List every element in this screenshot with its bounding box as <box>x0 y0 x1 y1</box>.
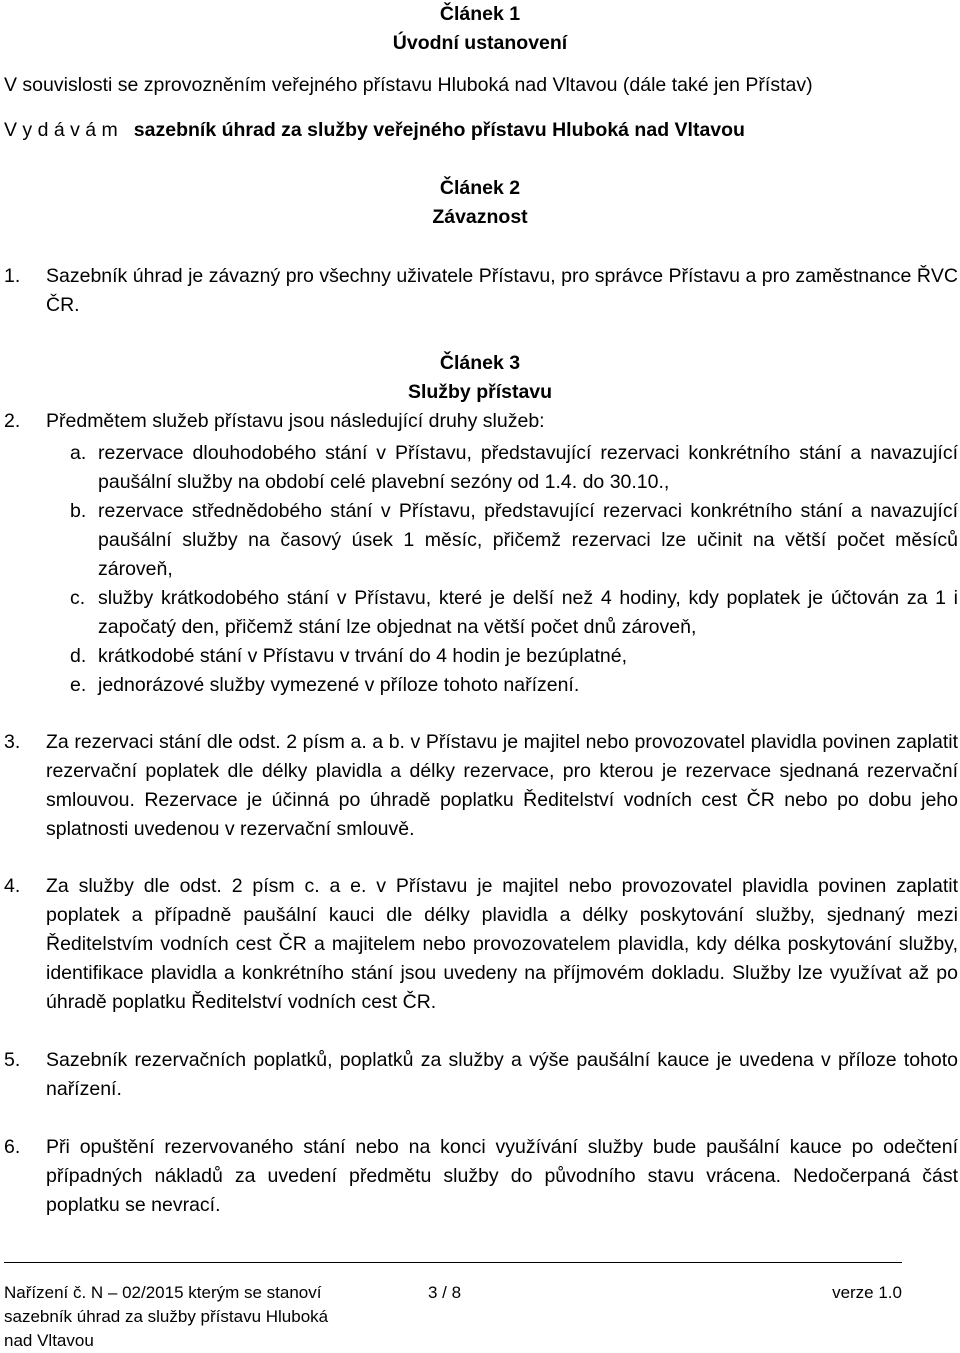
paragraph-number: 4. <box>4 875 21 897</box>
paragraph-text: Za služby dle odst. 2 písm c. a e. v Přístavu je majitel nebo provozovatel plavidla povinen zaplatit poplatek a případně paušální kauci dle délky plavidla a délky poskytování služby, sjednaný mezi Ředitelstvím vodních cest ČR a majitelem nebo provozovatelem plavidla, kdy délka poskytování služby, identifikace plavidla a konkrétního stání jsou uvedeny na příjmovém dokladu. Služby lze využívat až po úhradě poplatku Ředitelství vodních cest ČR. <box>46 875 958 1013</box>
paragraph-number: 6. <box>4 1136 21 1158</box>
issue-text: sazebník úhrad za služby veřejného přístavu Hluboká nad Vltavou <box>133 119 745 141</box>
list-item-text: rezervace střednědobého stání v Přístavu, představující rezervaci konkrétního stání a navazující paušální služby na časový úsek 1 měsíc, přičemž rezervaci lze učinit na větší počet měsíců zároveň, <box>98 500 958 580</box>
list-item-letter: c. <box>70 587 86 609</box>
footer-divider <box>4 1262 902 1263</box>
list-item-letter: a. <box>70 442 87 464</box>
footer-page-number: 3 / 8 <box>428 1283 462 1302</box>
list-item <box>70 584 958 642</box>
list-item-text: rezervace dlouhodobého stání v Přístavu, představující rezervaci konkrétního stání a navazující paušální služby na období celé plavební sezóny od 1.4. do 30.10., <box>98 442 958 493</box>
list-item-letter: b. <box>70 500 87 522</box>
paragraph-number: 5. <box>4 1049 21 1071</box>
list-item <box>70 642 958 671</box>
article-3-paragraph-5 <box>4 1046 958 1104</box>
article-3-paragraph-4 <box>4 872 958 1017</box>
issue-statement <box>4 116 904 145</box>
paragraph-text: Sazebník rezervačních poplatků, poplatků za služby a výše paušální kauce je uvedena v příloze tohoto nařízení. <box>46 1049 958 1100</box>
article-2-title: Závaznost <box>432 206 528 228</box>
list-item <box>70 497 958 584</box>
list-item-text: služby krátkodobého stání v Přístavu, které je delší než 4 hodiny, kdy poplatek je účtován za 1 i započatý den, přičemž stání lze objednat na větší počet dnů zároveň, <box>98 587 958 638</box>
paragraph-text: Při opuštění rezervovaného stání nebo na konci využívání služby bude paušální kauce po odečtení případných nákladů za uvedení předmětu služby do původního stavu vrácena. Nedočerpaná část poplatku se nevrací. <box>46 1136 958 1216</box>
article-3-paragraph-6 <box>4 1133 958 1220</box>
paragraph-text: Sazebník úhrad je závazný pro všechny uživatele Přístavu, pro správce Přístavu a pro zaměstnance ŘVC ČR. <box>46 265 958 316</box>
article-3-paragraph-2 <box>4 407 958 436</box>
footer-version: verze 1.0 <box>832 1283 902 1302</box>
list-item-text: krátkodobé stání v Přístavu v trvání do 4 hodin je bezúplatné, <box>98 645 627 667</box>
list-item-letter: e. <box>70 674 87 696</box>
article-1-heading: Článek 1 <box>439 3 521 25</box>
issue-verb: V y d á v á m <box>4 119 118 141</box>
list-item <box>70 671 958 700</box>
article-2-heading: Článek 2 <box>439 177 521 199</box>
paragraph-text: Předmětem služeb přístavu jsou následující druhy služeb: <box>46 410 545 432</box>
article-3-title: Služby přístavu <box>407 381 553 403</box>
article-1-title: Úvodní ustanovení <box>392 32 568 54</box>
article-3-paragraph-3 <box>4 728 958 844</box>
list-item-text: jednorázové služby vymezené v příloze tohoto nařízení. <box>98 674 580 696</box>
list-item-letter: d. <box>70 645 87 667</box>
intro-paragraph: V souvislosti se zprovozněním veřejného přístavu Hluboká nad Vltavou (dále také jen Přístav) <box>4 74 813 96</box>
article-3-heading: Článek 3 <box>439 352 521 374</box>
article-2-paragraph-1 <box>4 262 958 320</box>
paragraph-number: 3. <box>4 731 21 753</box>
list-item <box>70 439 958 497</box>
paragraph-text: Za rezervaci stání dle odst. 2 písm a. a b. v Přístavu je majitel nebo provozovatel plavidla povinen zaplatit rezervační poplatek dle délky plavidla a délky rezervace, pro kterou je rezervace sjednaná rezervační smlouvou. Rezervace je účinná po úhradě poplatku Ředitelství vodních cest ČR nebo po dobu jeho splatnosti uvedenou v rezervační smlouvě. <box>46 731 958 840</box>
paragraph-number: 1. <box>4 265 21 287</box>
paragraph-number: 2. <box>4 410 21 432</box>
footer-document-title: Nařízení č. N – 02/2015 kterým se stanoví sazebník úhrad za služby přístavu Hluboká nad Vltavou <box>4 1283 329 1350</box>
